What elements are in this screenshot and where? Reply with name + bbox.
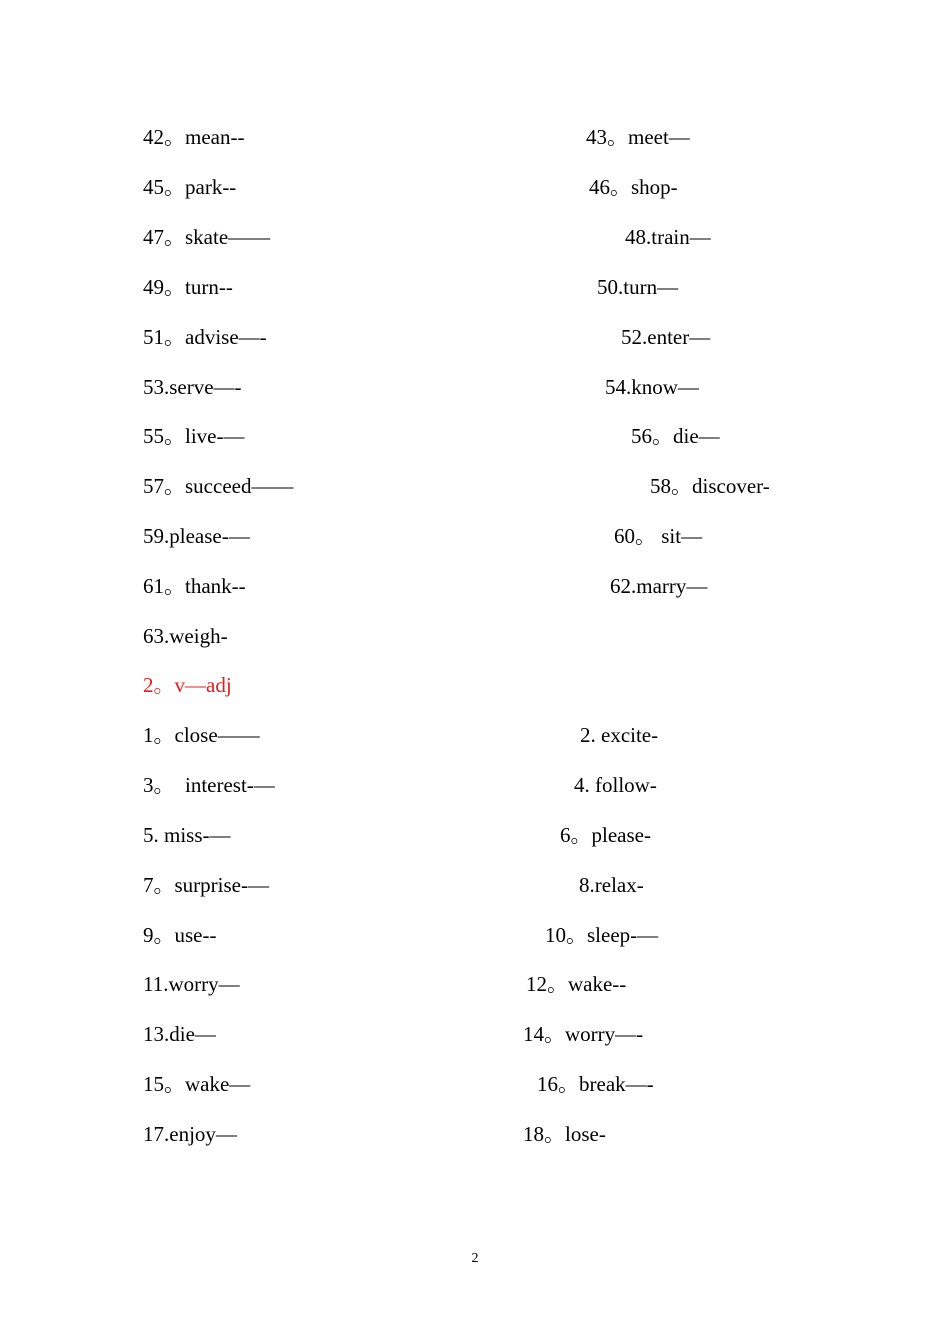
item-47: 47。skate—— [143,225,271,249]
item-45: 45。park-- [143,175,237,199]
adj-item-10: 10。sleep-— [545,923,659,947]
page-number: 2 [471,1251,479,1266]
section-heading-v-adj: 2。v—adj [143,673,232,697]
adj-item-16: 16。break—- [537,1072,654,1096]
adj-item-6: 6。please- [560,823,651,847]
item-50: 50.turn— [597,275,679,299]
adj-item-17: 17.enjoy— [143,1122,237,1146]
item-53: 53.serve—- [143,375,242,399]
item-62: 62.marry— [610,574,708,598]
adj-item-12: 12。wake-- [526,972,627,996]
item-58: 58。discover- [650,474,770,498]
adj-item-1: 1。close—— [143,723,260,747]
item-42: 42。mean-- [143,125,245,149]
item-55: 55。live-— [143,424,245,448]
item-51: 51。advise—- [143,325,267,349]
item-63: 63.weigh- [143,624,228,648]
adj-item-7: 7。surprise-— [143,873,269,897]
adj-item-5: 5. miss-— [143,823,231,847]
adj-item-4: 4. follow- [574,773,657,797]
item-48: 48.train— [625,225,711,249]
adj-item-3: 3。 interest-— [143,773,275,797]
adj-item-8: 8.relax- [579,873,644,897]
item-59: 59.please-— [143,524,250,548]
item-43: 43。meet— [586,125,690,149]
adj-item-13: 13.die— [143,1022,216,1046]
item-46: 46。shop- [589,175,678,199]
item-52: 52.enter— [621,325,711,349]
adj-item-18: 18。lose- [523,1122,606,1146]
adj-item-14: 14。worry—- [523,1022,644,1046]
item-54: 54.know— [605,375,699,399]
item-57: 57。succeed—— [143,474,294,498]
item-61: 61。thank-- [143,574,246,598]
item-49: 49。turn-- [143,275,233,299]
adj-item-9: 9。use-- [143,923,217,947]
adj-item-15: 15。wake— [143,1072,251,1096]
item-60: 60。 sit— [614,524,703,548]
item-56: 56。die— [631,424,720,448]
adj-item-11: 11.worry— [143,972,240,996]
adj-item-2: 2. excite- [580,723,659,747]
